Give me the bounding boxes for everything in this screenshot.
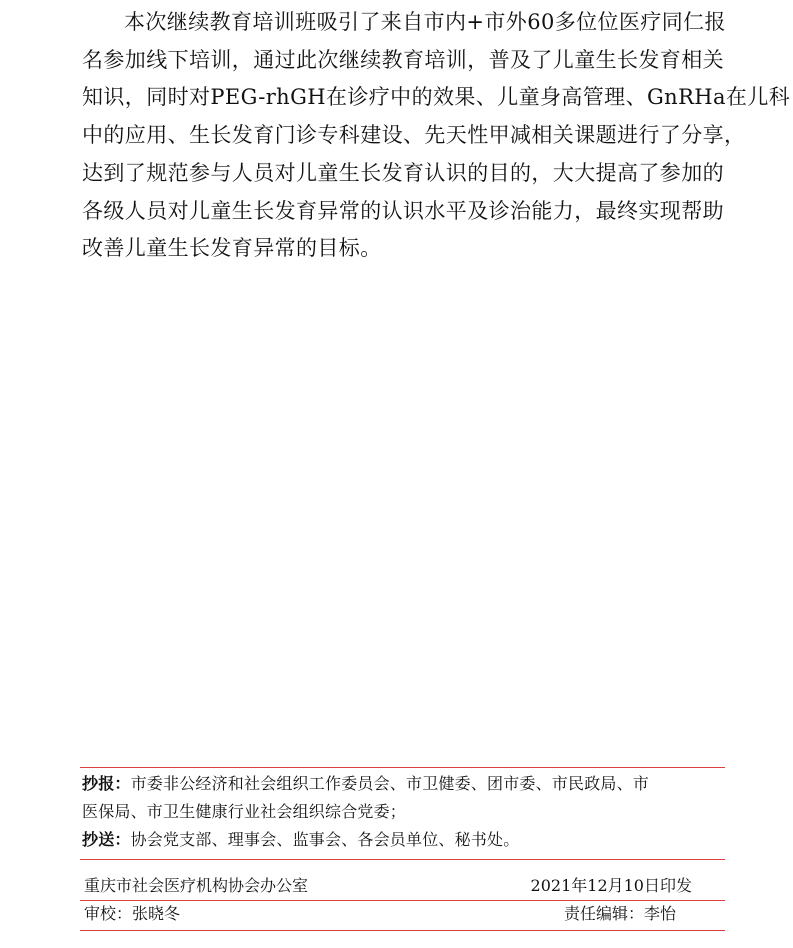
credits-row xyxy=(84,902,720,926)
body-line-3: 知识，同时对PEG-rhGH在诊疗中的效果、儿童身高管理、GnRHa在儿科 xyxy=(82,85,791,110)
body-line-1: 本次继续教育培训班吸引了来自市内+市外60多位位医疗同仁报 xyxy=(124,10,726,34)
body-line-4: 中的应用、生长发育门诊专科建设、先天性甲减相关课题进行了分享， xyxy=(82,123,746,148)
article-body xyxy=(82,4,791,268)
issuer-row xyxy=(84,874,720,898)
report-to-label: 抄报： xyxy=(82,774,131,793)
report-to-recipients-1: 市委非公经济和社会组织工作委员会、市卫健委、团市委、市民政局、市 xyxy=(130,774,650,793)
copy-to-label: 抄送： xyxy=(82,830,131,849)
proofreader: 审校：张晓冬 xyxy=(84,904,181,923)
body-line-6: 各级人员对儿童生长发育异常的认识水平及诊治能力，最终实现帮助 xyxy=(82,198,724,223)
divider-middle xyxy=(80,859,725,860)
body-line-5: 达到了规范参与人员对儿童生长发育认识的目的，大大提高了参加的 xyxy=(82,160,724,185)
body-line-2: 名参加线下培训，通过此次继续教育培训，普及了儿童生长发育相关 xyxy=(82,47,724,72)
issue-date: 2021年12月10日印发 xyxy=(530,876,692,895)
issuing-office: 重庆市社会医疗机构协会办公室 xyxy=(84,876,309,895)
responsible-editor: 责任编辑：李怡 xyxy=(563,904,676,923)
divider-lower xyxy=(80,900,725,901)
copy-to-recipients: 协会党支部、理事会、监事会、各会员单位、秘书处。 xyxy=(130,830,520,849)
divider-top xyxy=(80,767,725,768)
report-to-line-1 xyxy=(82,770,722,798)
copy-to-section xyxy=(82,826,722,854)
report-to-line-2: 医保局、市卫生健康行业社会组织综合党委； xyxy=(82,802,407,821)
body-line-7: 改善儿童生长发育异常的目标。 xyxy=(82,236,382,261)
divider-bottom xyxy=(80,930,725,931)
report-to-section xyxy=(82,770,722,826)
